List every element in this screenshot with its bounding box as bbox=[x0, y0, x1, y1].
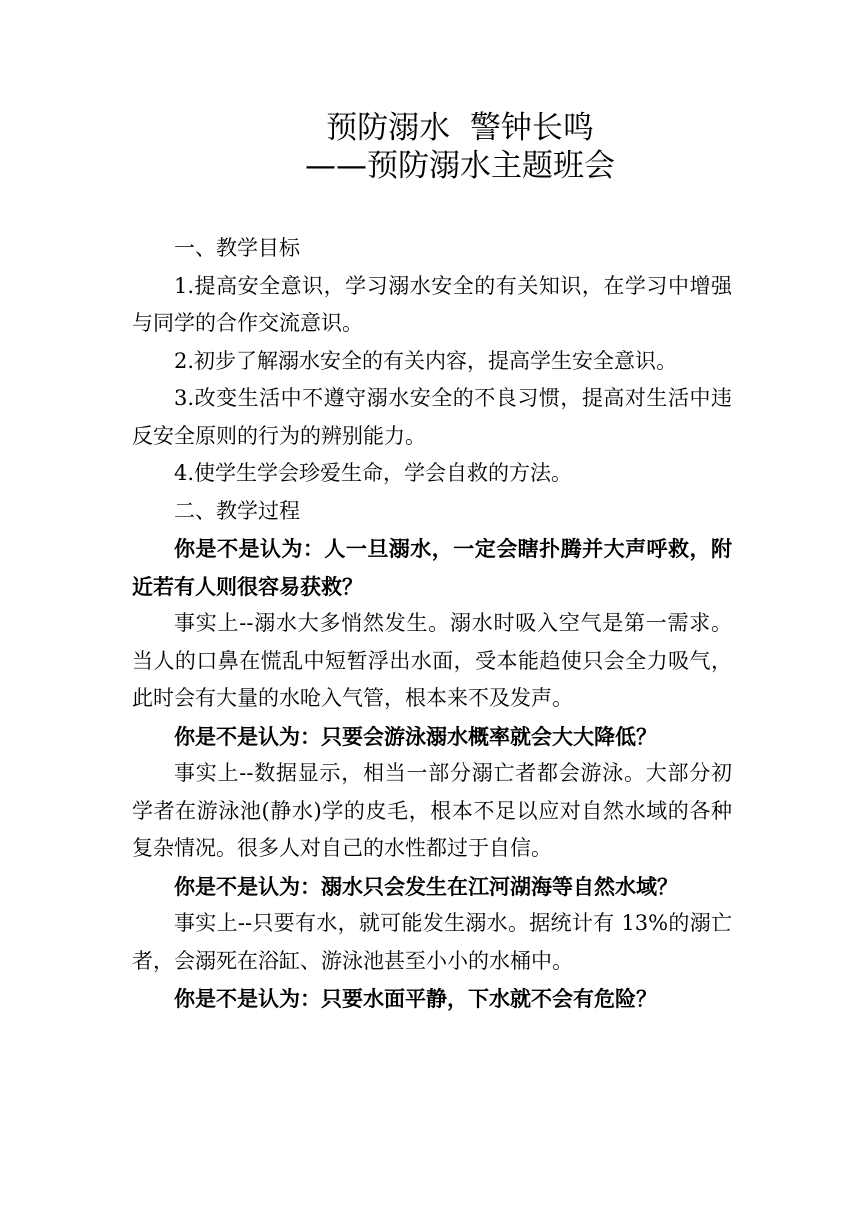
objective-item: 4.使学生学会珍爱生命，学会自救的方法。 bbox=[174, 461, 573, 485]
section-heading-objectives: 一、教学目标 bbox=[174, 236, 300, 260]
qa-question: 你是不是认为：只要会游泳溺水概率就会大大降低？ bbox=[174, 723, 657, 749]
document-subtitle: ——预防溺水主题班会 bbox=[305, 148, 615, 184]
objective-item: 2.初步了解溺水安全的有关内容，提高学生安全意识。 bbox=[174, 348, 678, 373]
qa-question: 你是不是认为：只要水面平静，下水就不会有危险？ bbox=[174, 986, 657, 1011]
section-heading-process: 二、教学过程 bbox=[174, 498, 300, 523]
qa-answer: 事实上--溺水大多悄然发生。溺水时吸入空气是第一需求。当人的口鼻在慌乱中短暂浮出水面，受本能趋使只会全力吸气，此时会有大量的水呛入气管，根本来不及发声。 bbox=[132, 611, 732, 710]
objective-item: 3.改变生活中不遵守溺水安全的不良习惯，提高对生活中违反安全原则的行为的辨别能力。 bbox=[132, 386, 732, 448]
qa-answer: 事实上--只要有水，就可能发生溺水。据统计有 13%的溺亡者，会溺死在浴缸、游泳池甚至小小的水桶中。 bbox=[132, 911, 732, 973]
qa-answer: 事实上--数据显示，相当一部分溺亡者都会游泳。大部分初学者在游泳池(静水)学的皮毛，根本不足以应对自然水域的各种复杂情况。很多人对自己的水性都过于自信。 bbox=[132, 761, 732, 860]
document-title: 预防溺水 警钟长鸣 bbox=[326, 110, 594, 146]
qa-question: 你是不是认为：人一旦溺水，一定会瞎扑腾并大声呼救，附近若有人则很容易获救？ bbox=[132, 536, 732, 599]
qa-question: 你是不是认为：溺水只会发生在江河湖海等自然水域？ bbox=[174, 873, 678, 899]
document-body bbox=[132, 230, 732, 1018]
objective-item: 1.提高安全意识，学习溺水安全的有关知识，在学习中增强与同学的合作交流意识。 bbox=[132, 273, 732, 335]
